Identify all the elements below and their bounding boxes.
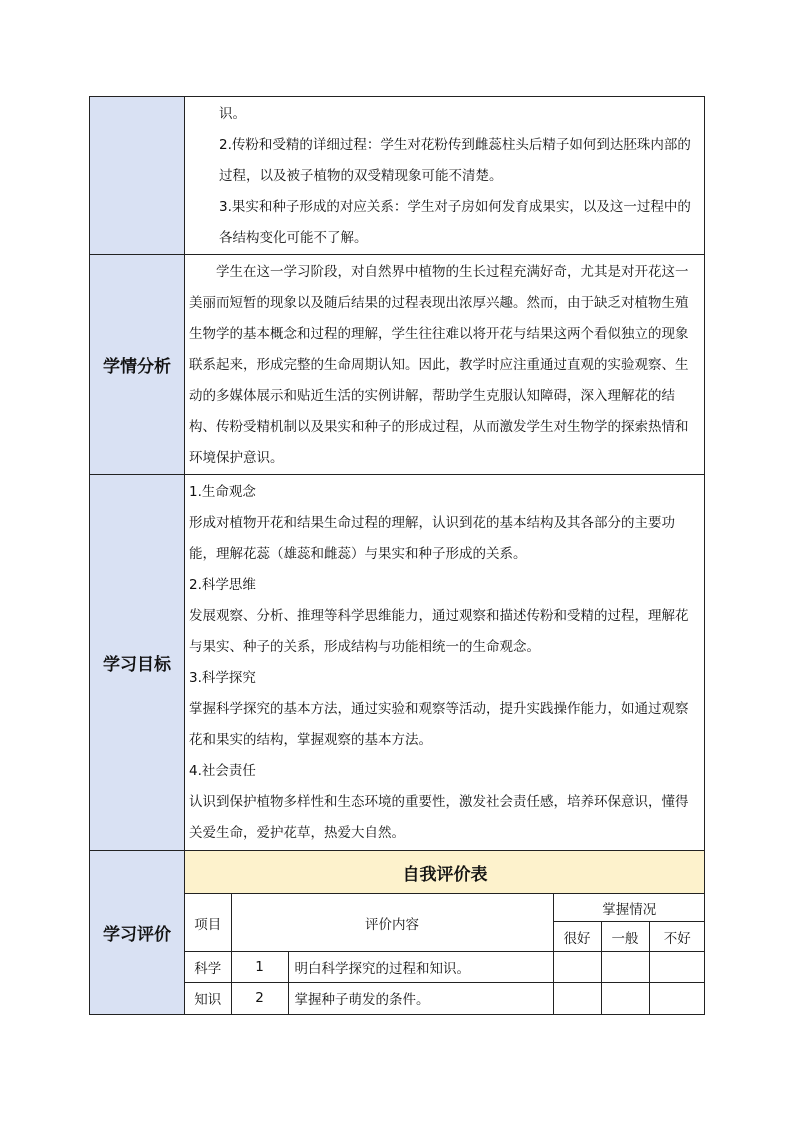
level-very-good: 很好: [553, 922, 601, 952]
lesson-plan-table: [89, 96, 705, 1015]
row-item: 知识: [185, 983, 231, 1014]
pingjia-row: [90, 851, 705, 1015]
goal-text-3: 掌握科学探究的基本方法，通过实验和观察等活动，提升实践操作能力，如通过观察花和果实的结构，掌握观察的基本方法。: [189, 701, 689, 748]
header-mastery: 掌握情况: [553, 894, 705, 922]
difficulty-row: [90, 97, 705, 255]
pingjia-label: 学习评价: [90, 851, 185, 1015]
check-average[interactable]: [601, 952, 649, 983]
mubiao-content-cell: [185, 475, 705, 851]
xueqing-content-cell: [185, 255, 705, 475]
goal-text-1: 形成对植物开花和结果生命过程的理解，认识到花的基本结构及其各部分的主要功能，理解花蕊（雄蕊和雌蕊）与果实和种子形成的关系。: [189, 515, 675, 562]
row-number: 1: [231, 952, 288, 983]
difficulty-content-cell: [185, 97, 705, 255]
pingjia-content-cell: [185, 851, 705, 1015]
goal-heading-4: 4.社会责任: [189, 763, 256, 779]
header-item: 项目: [185, 894, 231, 952]
evaluation-table-title: 自我评价表: [185, 851, 705, 894]
goal-heading-1: 1.生命观念: [189, 484, 256, 500]
xueqing-label: 学情分析: [90, 255, 185, 475]
row-number: 2: [231, 983, 288, 1014]
check-average[interactable]: [601, 983, 649, 1014]
mubiao-row: [90, 475, 705, 851]
level-average: 一般: [601, 922, 649, 952]
difficulty-line-1: 识。: [219, 106, 246, 122]
difficulty-label-cell: [90, 97, 185, 255]
row-content: 明白科学探究的过程和知识。: [288, 952, 553, 983]
difficulty-line-2: 2.传粉和受精的详细过程：学生对花粉传到雌蕊柱头后精子如何到达胚珠内部的过程，以及被子植物的双受精现象可能不清楚。: [219, 137, 691, 184]
goal-text-2: 发展观察、分析、推理等科学思维能力，通过观察和描述传粉和受精的过程，理解花与果实、种子的关系，形成结构与功能相统一的生命观念。: [189, 608, 689, 655]
check-poor[interactable]: [649, 952, 705, 983]
goal-heading-3: 3.科学探究: [189, 670, 256, 686]
mubiao-label: 学习目标: [90, 475, 185, 851]
table-row: [185, 952, 705, 983]
goal-text-4: 认识到保护植物多样性和生态环境的重要性，激发社会责任感，培养环保意识，懂得关爱生命，爱护花草，热爱大自然。: [189, 794, 689, 841]
row-item: 科学: [185, 952, 231, 983]
self-evaluation-table: [185, 851, 705, 1014]
header-content: 评价内容: [231, 894, 553, 952]
xueqing-row: [90, 255, 705, 475]
level-poor: 不好: [649, 922, 705, 952]
check-very-good[interactable]: [553, 952, 601, 983]
row-content: 掌握种子萌发的条件。: [288, 983, 553, 1014]
check-very-good[interactable]: [553, 983, 601, 1014]
table-row: [185, 983, 705, 1014]
difficulty-line-3: 3.果实和种子形成的对应关系：学生对子房如何发育成果实，以及这一过程中的各结构变化可能不了解。: [219, 199, 691, 246]
check-poor[interactable]: [649, 983, 705, 1014]
xueqing-text: 学生在这一学习阶段，对自然界中植物的生长过程充满好奇，尤其是对开花这一美丽而短暂的现象以及随后结果的过程表现出浓厚兴趣。然而，由于缺乏对植物生殖生物学的基本概念和过程的理解，学生往往难以将开花与结果这两个看似独立的现象联系起来，形成完整的生命周期认知。因此，教学时应注重通过直观的实验观察、生动的多媒体展示和贴近生活的实例讲解，帮助学生克服认知障碍，深入理解花的结构、传粉受精机制以及果实和种子的形成过程，从而激发学生对生物学的探索热情和环境保护意识。: [189, 264, 689, 466]
goal-heading-2: 2.科学思维: [189, 577, 256, 593]
